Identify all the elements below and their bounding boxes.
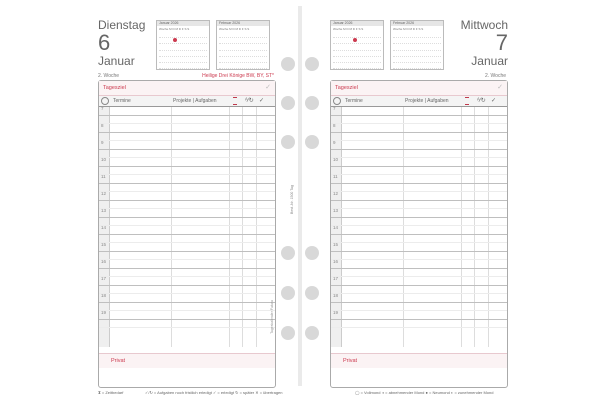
- hour-label: 10: [333, 157, 339, 162]
- time-slot-row[interactable]: [99, 294, 275, 303]
- time-slot-row[interactable]: [331, 235, 507, 244]
- hour-label: 14: [101, 225, 107, 230]
- time-slot-row[interactable]: [99, 243, 275, 252]
- time-slot-row[interactable]: [331, 158, 507, 167]
- right-daily-goal-field[interactable]: [331, 81, 507, 96]
- time-slot-row[interactable]: [331, 167, 507, 176]
- hour-label: 17: [333, 276, 339, 281]
- hour-label: 15: [333, 242, 339, 247]
- left-mini-calendar-january: [156, 20, 210, 70]
- projects-header: Projekte | Aufgaben: [405, 98, 449, 104]
- time-slot-row[interactable]: [99, 116, 275, 125]
- hour-label: 10: [101, 157, 107, 162]
- right-mini-calendar-january: [330, 20, 384, 70]
- time-slot-row[interactable]: [99, 141, 275, 150]
- hour-label: 9: [333, 140, 336, 145]
- ring-holes: [277, 0, 323, 400]
- left-mini-calendar-february: [216, 20, 270, 70]
- time-slot-row[interactable]: [331, 192, 507, 201]
- hour-label: 11: [101, 174, 106, 179]
- mini-calendar-weekdays: Woche M D M D F S S: [159, 27, 190, 31]
- left-date-header: [98, 18, 145, 68]
- hour-label: 8: [333, 123, 336, 128]
- left-day-number: 6: [98, 30, 111, 55]
- time-slot-row[interactable]: [99, 158, 275, 167]
- mini-calendar-weekdays: Woche M D M D F S S: [219, 27, 250, 31]
- status-icon: ᴬ⁄↻: [245, 98, 254, 104]
- left-day-name: Dienstag: [98, 18, 146, 32]
- time-slot-row[interactable]: [99, 167, 275, 176]
- hour-label: 17: [101, 276, 107, 281]
- left-week-number: 2. Woche: [98, 73, 120, 79]
- time-slot-row[interactable]: [99, 260, 275, 269]
- punch-hole: [305, 135, 319, 149]
- time-slot-row[interactable]: [99, 175, 275, 184]
- time-slot-row[interactable]: [331, 133, 507, 142]
- hour-label: 19: [101, 310, 107, 315]
- hour-label: 11: [333, 174, 338, 179]
- left-month: Januar: [98, 54, 135, 68]
- mini-calendar-title: Februar 2026: [217, 21, 269, 26]
- check-icon: ✓: [259, 98, 265, 104]
- right-day-page: [330, 18, 508, 386]
- today-marker-icon: [353, 38, 357, 42]
- time-slot-row[interactable]: [99, 320, 275, 329]
- time-slot-row[interactable]: [331, 311, 507, 320]
- time-slot-row[interactable]: [99, 277, 275, 286]
- time-slot-row[interactable]: [331, 252, 507, 261]
- checkmark-icon: ✓: [497, 84, 503, 91]
- time-slot-row[interactable]: [331, 150, 507, 159]
- hour-label: 12: [333, 191, 339, 196]
- hour-label: 12: [101, 191, 107, 196]
- time-slot-row[interactable]: [331, 286, 507, 295]
- time-slot-row[interactable]: [99, 226, 275, 235]
- hour-label: 13: [333, 208, 339, 213]
- time-slot-row[interactable]: [331, 184, 507, 193]
- daily-goal-label: Tagesziel: [335, 85, 358, 91]
- punch-hole: [281, 246, 295, 260]
- time-slot-row[interactable]: [99, 184, 275, 193]
- check-icon: ✓: [491, 98, 497, 104]
- private-label: Privat: [343, 358, 358, 364]
- time-slot-row[interactable]: [99, 252, 275, 261]
- right-date-header: [461, 18, 508, 68]
- appointments-header: Termine: [113, 98, 131, 104]
- time-slot-row[interactable]: [99, 192, 275, 201]
- left-time-rows: [99, 107, 275, 347]
- right-time-rows: [331, 107, 507, 347]
- left-legend-hourglass: ⧗ = Zeitbedarf: [98, 390, 124, 395]
- hourglass-icon: [465, 97, 469, 105]
- time-slot-row[interactable]: [331, 269, 507, 278]
- hour-label: 7: [333, 106, 336, 111]
- hour-label: 13: [101, 208, 107, 213]
- right-month: Januar: [471, 54, 508, 68]
- left-legend-status: ✓/↻ = Aufgaben noch fristlich erledigt ✓ = erledigt ↻ = später ✕ = übertragen: [145, 390, 283, 395]
- time-slot-row[interactable]: [331, 260, 507, 269]
- status-icon: ᴬ⁄↻: [477, 98, 486, 104]
- left-private-field[interactable]: [99, 353, 275, 368]
- hour-label: 15: [101, 242, 107, 247]
- time-slot-row[interactable]: [331, 107, 507, 116]
- side-label: Tageskalender Futura: [270, 300, 274, 334]
- private-label: Privat: [111, 358, 126, 364]
- hourglass-icon: [233, 97, 237, 105]
- hour-label: 9: [101, 140, 104, 145]
- right-schedule-table: [330, 80, 508, 388]
- left-daily-goal-field[interactable]: [99, 81, 275, 96]
- punch-hole: [305, 96, 319, 110]
- punch-hole: [281, 96, 295, 110]
- projects-header: Projekte | Aufgaben: [173, 98, 217, 104]
- right-week-number: 2. Woche: [484, 73, 506, 79]
- clock-icon: [333, 97, 341, 105]
- hour-label: 18: [101, 293, 107, 298]
- mini-calendar-title: Januar 2026: [157, 21, 209, 26]
- left-day-page: [98, 18, 276, 386]
- daily-goal-label: Tagesziel: [103, 85, 126, 91]
- time-slot-row[interactable]: [331, 218, 507, 227]
- mini-calendar-title: Januar 2026: [331, 21, 383, 26]
- punch-hole: [281, 286, 295, 300]
- time-slot-row[interactable]: [99, 209, 275, 218]
- time-slot-row[interactable]: [331, 277, 507, 286]
- punch-hole: [281, 326, 295, 340]
- time-slot-row[interactable]: [331, 243, 507, 252]
- time-slot-row[interactable]: [99, 218, 275, 227]
- time-slot-row[interactable]: [99, 235, 275, 244]
- right-legend-moon-phases: ◯ = Vollmond ◑ = abnehmender Mond ● = Neumond ◐ = zunehmender Mond: [355, 390, 494, 395]
- punch-hole: [281, 57, 295, 71]
- time-slot-row[interactable]: [99, 201, 275, 210]
- checkmark-icon: ✓: [265, 84, 271, 91]
- time-slot-row[interactable]: [331, 226, 507, 235]
- punch-hole: [305, 246, 319, 260]
- hour-label: 18: [333, 293, 339, 298]
- left-schedule-table: [98, 80, 276, 388]
- today-marker-icon: [173, 38, 177, 42]
- time-slot-row[interactable]: [331, 320, 507, 329]
- right-private-field[interactable]: [331, 353, 507, 368]
- time-slot-row[interactable]: [331, 294, 507, 303]
- left-holiday: Heilige Drei Könige BW, BY, ST*: [202, 73, 274, 79]
- time-slot-row[interactable]: [331, 141, 507, 150]
- right-column-header: [331, 96, 507, 107]
- time-slot-row[interactable]: [331, 201, 507, 210]
- time-slot-row[interactable]: [331, 175, 507, 184]
- mini-calendar-title: Februar 2026: [391, 21, 443, 26]
- spine-label: Best.-Nr. 1500 Tag: [290, 185, 294, 215]
- time-slot-row[interactable]: [99, 107, 275, 116]
- punch-hole: [305, 57, 319, 71]
- punch-hole: [305, 286, 319, 300]
- right-day-name: Mittwoch: [460, 18, 508, 32]
- right-day-number: 7: [495, 30, 508, 55]
- hour-label: 8: [101, 123, 104, 128]
- time-slot-row[interactable]: [99, 150, 275, 159]
- clock-icon: [101, 97, 109, 105]
- hour-label: 16: [101, 259, 107, 264]
- time-slot-row[interactable]: [99, 269, 275, 278]
- punch-hole: [281, 135, 295, 149]
- time-slot-row[interactable]: [99, 124, 275, 133]
- time-slot-row[interactable]: [99, 303, 275, 312]
- time-slot-row[interactable]: [99, 286, 275, 295]
- hour-label: 16: [333, 259, 339, 264]
- time-slot-row[interactable]: [99, 133, 275, 142]
- time-slot-row[interactable]: [331, 124, 507, 133]
- right-mini-calendar-february: [390, 20, 444, 70]
- mini-calendar-weekdays: Woche M D M D F S S: [333, 27, 364, 31]
- time-slot-row[interactable]: [331, 209, 507, 218]
- left-column-header: [99, 96, 275, 107]
- hour-label: 14: [333, 225, 339, 230]
- time-slot-row[interactable]: [331, 116, 507, 125]
- appointments-header: Termine: [345, 98, 363, 104]
- time-slot-row[interactable]: [99, 311, 275, 320]
- mini-calendar-weekdays: Woche M D M D F S S: [393, 27, 424, 31]
- hour-label: 19: [333, 310, 339, 315]
- time-slot-row[interactable]: [331, 303, 507, 312]
- punch-hole: [305, 326, 319, 340]
- hour-label: 7: [101, 106, 104, 111]
